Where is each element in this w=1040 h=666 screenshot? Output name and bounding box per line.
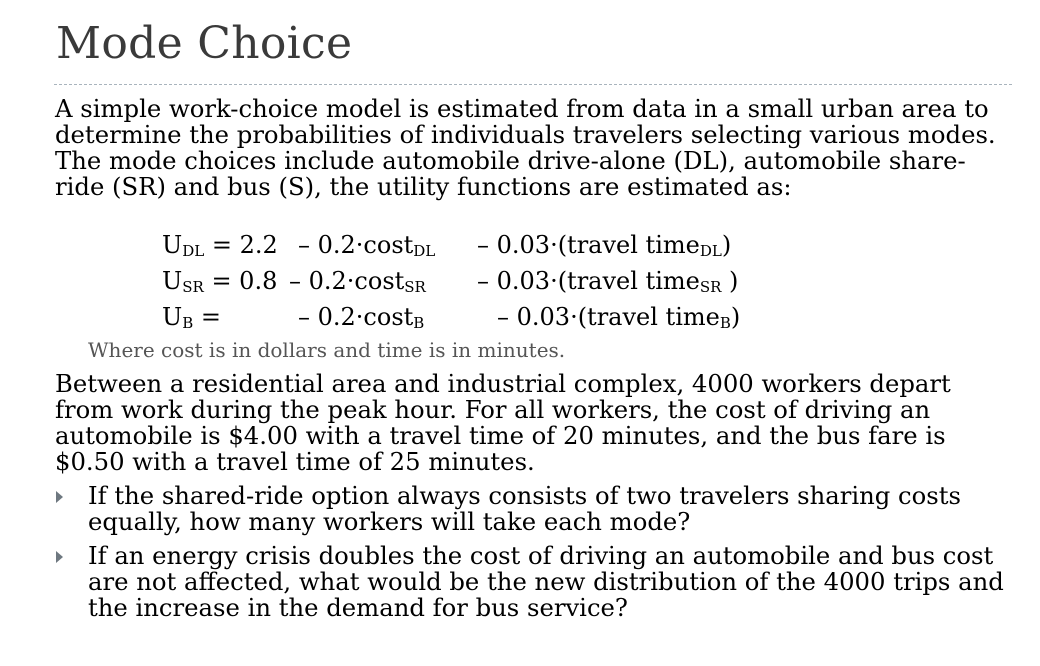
equation-sr-cost: – 0.2·cost$_{SR}$ — [289, 267, 426, 296]
equation-sr-lhs: $U_{SR} = 0.8$ — [162, 267, 278, 296]
equation-dl-cost: – 0.2·cost$_{DL}$ — [298, 231, 436, 260]
question-item: If an energy crisis doubles the cost of driving an automobile and bus cost are not affected, what would be the new distribution of the 4000 trips and the increase in the demand for bus service? — [88, 541, 1004, 622]
page-title: Mode Choice — [56, 18, 353, 69]
equation-dl-lhs: $U_{DL} = 2.2$ — [162, 231, 278, 260]
scenario-paragraph: Between a residential area and industrial complex, 4000 workers depart from work during the peak hour. For all workers, the cost of driving an automobile is $4.00 with a travel time of 20 minutes, and the bus fare is $0.50 with a travel time of 25 minutes. — [55, 369, 951, 476]
equation-bus-cost: – 0.2·cost$_B$ — [298, 303, 425, 332]
triangle-bullet-icon — [56, 551, 63, 563]
equation-bus-time: – 0.03·(travel time$_B$) — [497, 303, 741, 332]
equation-bus-lhs: $U_B$ = — [162, 303, 222, 332]
equation-sr-time: – 0.03·(travel time$_{SR}$ ) — [477, 267, 739, 296]
units-note: Where cost is in dollars and time is in minutes. — [88, 338, 566, 362]
question-item: If the shared-ride option always consists of two travelers sharing costs equally, how many workers will take each mode? — [88, 481, 961, 536]
intro-paragraph: A simple work-choice model is estimated from data in a small urban area to determine the probabilities of individuals travelers selecting various modes. The mode choices include automobile drive-alone (DL), automobile share-ride (SR) and bus (S), the utility functions are estimated as: — [55, 94, 996, 201]
title-divider — [54, 84, 1012, 85]
equation-dl-time: – 0.03·(travel time$_{DL}$) — [477, 231, 732, 260]
triangle-bullet-icon — [56, 491, 63, 503]
